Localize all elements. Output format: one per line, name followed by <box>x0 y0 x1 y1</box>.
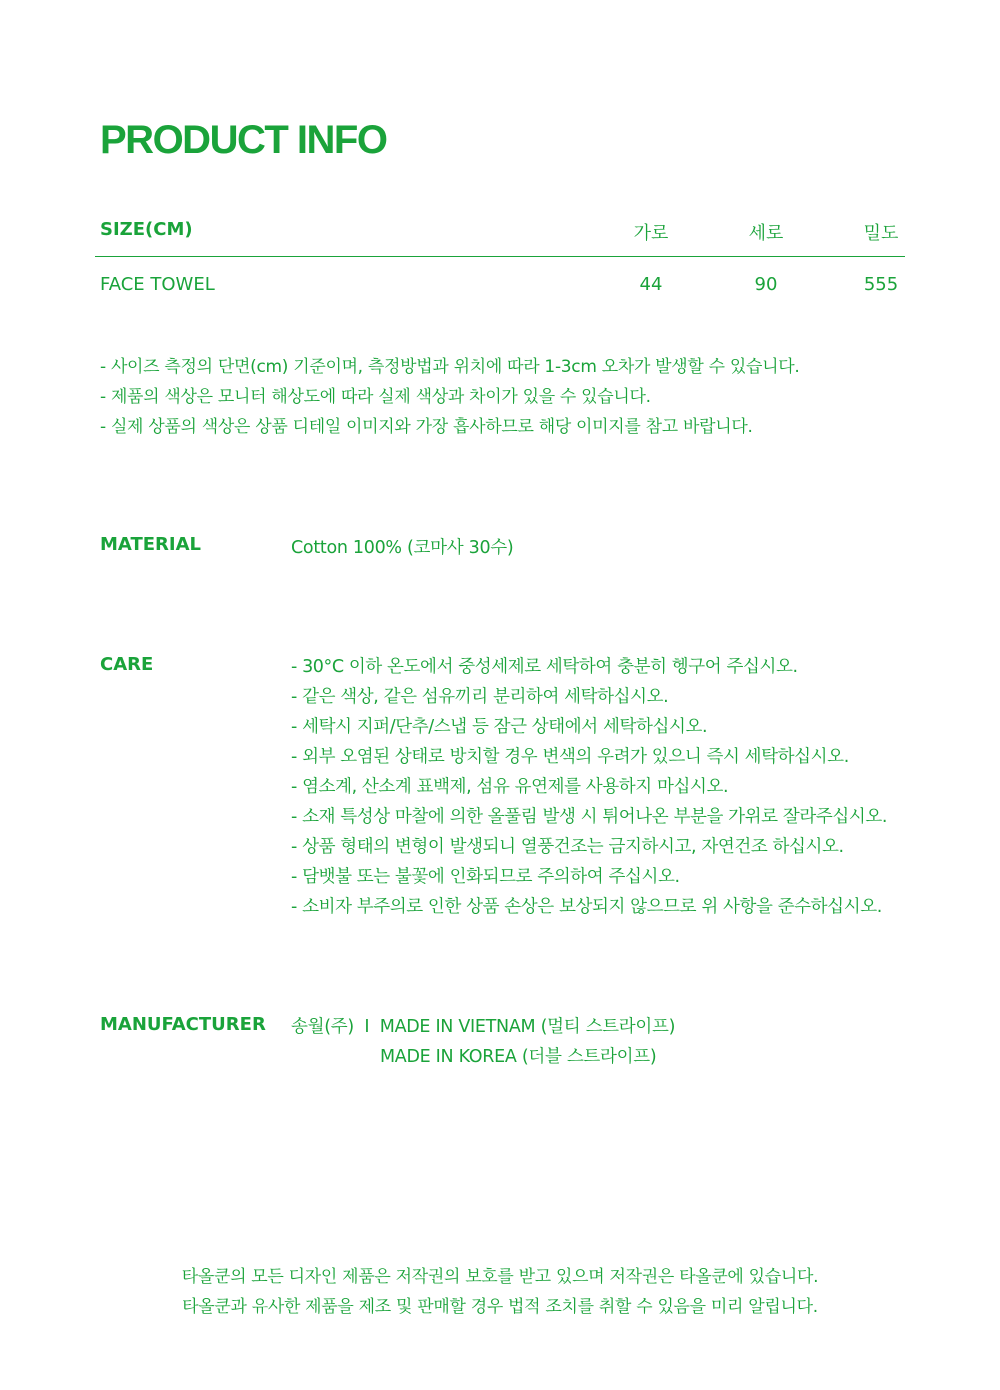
manufacturer-line-2: MADE IN KOREA (더블 스트라이프) <box>380 1047 657 1067</box>
size-table-header-label: SIZE(CM) <box>100 219 193 240</box>
note-item: - 제품의 색상은 모니터 해상도에 따라 실제 색상과 차이가 있을 수 있습니다. <box>100 387 651 407</box>
page-title: PRODUCT INFO <box>100 118 387 162</box>
material-value: Cotton 100% (코마사 30수) <box>291 538 514 558</box>
note-item: - 사이즈 측정의 단면(cm) 기준이며, 측정방법과 위치에 따라 1-3cm 오차가 발생할 수 있습니다. <box>100 357 800 377</box>
size-table-row-width: 44 <box>639 274 663 295</box>
manufacturer-label: MANUFACTURER <box>100 1014 266 1035</box>
note-item: - 실제 상품의 색상은 상품 디테일 이미지와 가장 흡사하므로 해당 이미지를 참고 바랍니다. <box>100 417 753 437</box>
copyright-notice <box>0 1262 1000 1322</box>
size-table-row-length: 90 <box>754 274 778 295</box>
care-item: - 같은 색상, 같은 섬유끼리 분리하여 세탁하십시오. <box>291 687 669 707</box>
care-item: - 상품 형태의 변형이 발생되니 열풍건조는 금지하시고, 자연건조 하십시오. <box>291 837 844 857</box>
care-item: - 30°C 이하 온도에서 중성세제로 세탁하여 충분히 헹구어 주십시오. <box>291 657 798 677</box>
size-table-header-density: 밀도 <box>863 223 899 244</box>
size-table-header-length: 세로 <box>748 223 784 244</box>
size-table-divider <box>95 256 905 257</box>
care-item: - 염소계, 산소계 표백제, 섬유 유연제를 사용하지 마십시오. <box>291 777 729 797</box>
care-item: - 세탁시 지퍼/단추/스냅 등 잠근 상태에서 세탁하십시오. <box>291 717 708 737</box>
care-item: - 소재 특성상 마찰에 의한 올풀림 발생 시 튀어나온 부분을 가위로 잘라주십시오. <box>291 807 888 827</box>
care-item: - 소비자 부주의로 인한 상품 손상은 보상되지 않으므로 위 사항을 준수하십시오. <box>291 897 882 917</box>
size-table-row-name: FACE TOWEL <box>100 274 215 295</box>
manufacturer-value <box>291 1012 675 1072</box>
material-label: MATERIAL <box>100 534 201 555</box>
size-notes <box>100 352 799 442</box>
care-item: - 담뱃불 또는 불꽃에 인화되므로 주의하여 주십시오. <box>291 867 680 887</box>
size-table-row-density: 555 <box>863 274 899 295</box>
care-item: - 외부 오염된 상태로 방치할 경우 변색의 우려가 있으니 즉시 세탁하십시오. <box>291 747 849 767</box>
manufacturer-line-1: 송월(주) I MADE IN VIETNAM (멀티 스트라이프) <box>291 1017 676 1037</box>
copyright-line: 타올쿤과 유사한 제품을 제조 및 판매할 경우 법적 조치를 취할 수 있음을 미리 알립니다. <box>182 1297 818 1317</box>
size-table-header-width: 가로 <box>633 223 669 244</box>
care-list <box>291 652 887 922</box>
copyright-line: 타올쿤의 모든 디자인 제품은 저작권의 보호를 받고 있으며 저작권은 타올쿤에 있습니다. <box>181 1267 819 1287</box>
care-label: CARE <box>100 654 154 675</box>
